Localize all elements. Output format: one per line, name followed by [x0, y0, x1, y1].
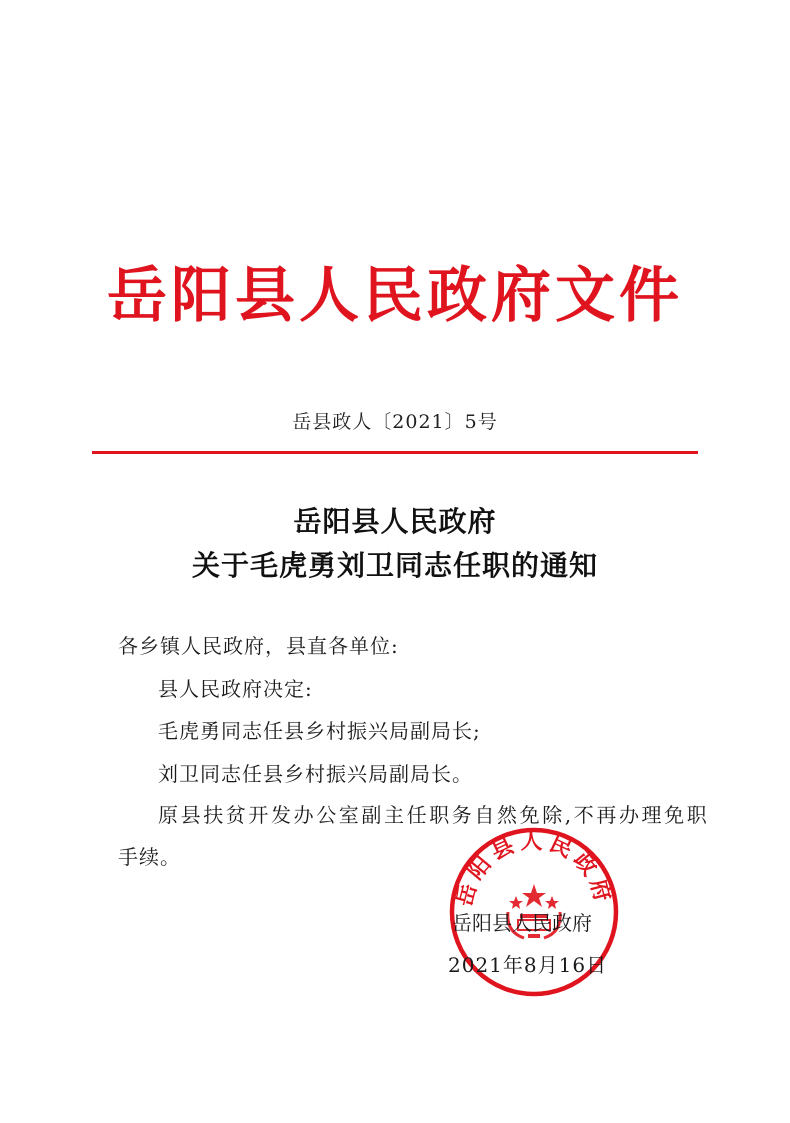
seal-ring-text: 岳阳县人民政府 — [451, 828, 617, 910]
signature-organization: 岳阳县人民政府 — [452, 911, 592, 935]
body-paragraph-removal-continued: 手续。 — [118, 845, 181, 869]
signature-date: 2021年8月16日 — [448, 953, 608, 977]
body-paragraph-appointment-1: 毛虎勇同志任县乡村振兴局副局长; — [158, 719, 481, 743]
notice-title-line-1: 岳阳县人民政府 — [293, 505, 497, 538]
document-masthead: 岳阳县人民政府文件 — [107, 261, 683, 331]
document-number: 岳县政人〔2021〕5号 — [292, 411, 498, 433]
red-separator-line — [92, 451, 698, 454]
notice-title-line-2: 关于毛虎勇刘卫同志任职的通知 — [191, 549, 598, 582]
addressee: 各乡镇人民政府，县直各单位: — [118, 634, 399, 658]
body-paragraph-decision: 县人民政府决定: — [158, 677, 313, 701]
body-paragraph-appointment-2: 刘卫同志任县乡村振兴局副局长。 — [158, 762, 473, 786]
body-paragraph-removal: 原县扶贫开发办公室副主任职务自然免除,不再办理免职 — [158, 803, 710, 827]
